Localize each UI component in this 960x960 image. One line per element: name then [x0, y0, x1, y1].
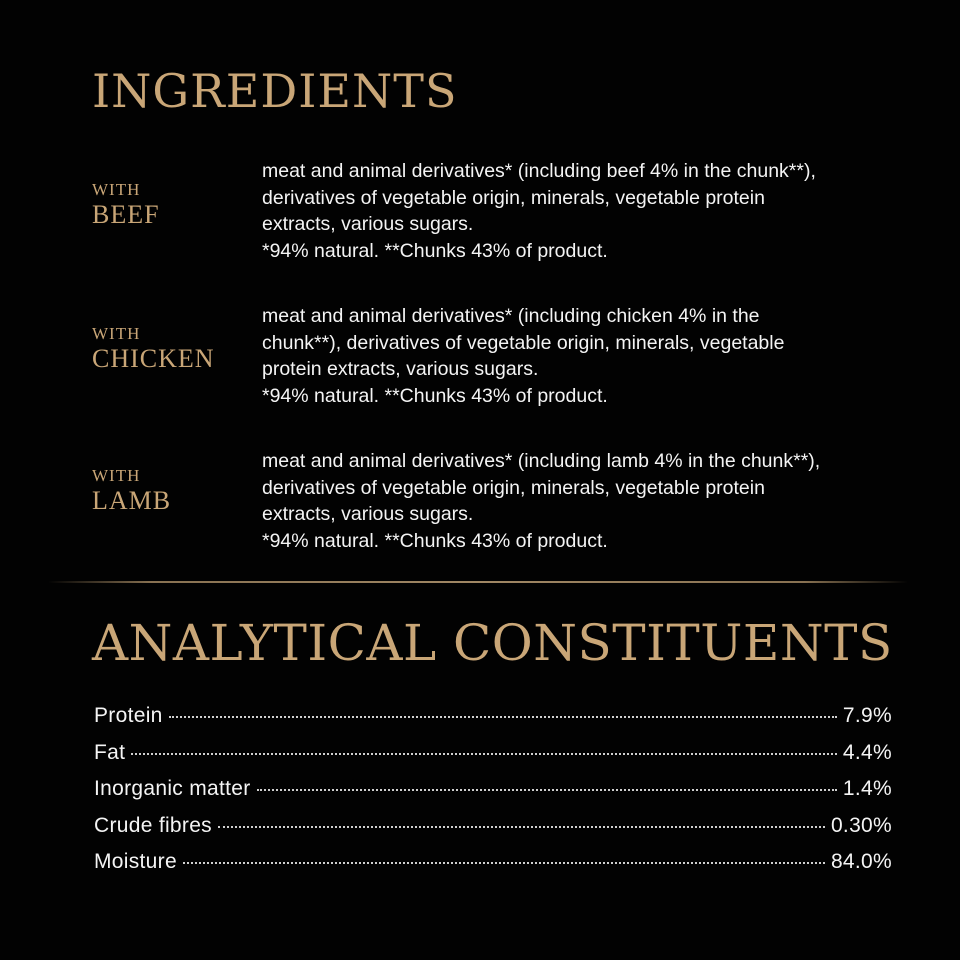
- ingredient-line: derivatives of vegetable origin, minerals, vegetable protein: [262, 186, 765, 209]
- constituent-row-fat: [94, 739, 892, 776]
- variant-with-label: WITH: [92, 180, 141, 199]
- constituent-row-crude-fibres: [94, 812, 892, 849]
- variant-label: [92, 466, 171, 516]
- constituent-value: 7.9%: [842, 704, 892, 727]
- variant-name-lamb: LAMB: [92, 486, 172, 515]
- constituent-row-moisture: [94, 848, 892, 885]
- dot-leader: [257, 789, 837, 791]
- constituent-label: Crude fibres: [94, 813, 212, 837]
- section-divider: [48, 581, 908, 583]
- constituent-value: 0.30%: [830, 813, 892, 837]
- constituents-list: [94, 702, 892, 885]
- variant-label: [92, 324, 215, 374]
- constituent-value: 84.0%: [830, 850, 892, 873]
- constituent-value: 1.4%: [842, 777, 892, 800]
- variant-with-label: WITH: [92, 324, 141, 343]
- ingredient-line: extracts, various sugars.: [262, 503, 474, 525]
- analytical-constituents-heading: ANALYTICAL CONSTITUENTS: [92, 614, 893, 672]
- dot-leader: [169, 716, 837, 718]
- ingredient-line: protein extracts, various sugars.: [262, 358, 539, 380]
- ingredient-line: meat and animal derivatives* (including chicken 4% in the: [262, 305, 760, 327]
- constituent-value: 4.4%: [842, 740, 892, 764]
- variant-name-chicken: CHICKEN: [92, 344, 215, 373]
- variant-name-beef: BEEF: [92, 200, 160, 229]
- constituent-label: Protein: [94, 704, 163, 727]
- ingredient-line: extracts, various sugars.: [262, 213, 474, 235]
- dot-leader: [183, 862, 825, 864]
- constituent-label: Inorganic matter: [94, 777, 251, 800]
- variant-ingredients-text: [262, 303, 922, 409]
- ingredients-heading: INGREDIENTS: [92, 64, 458, 118]
- ingredient-footnote: *94% natural. **Chunks 43% of product.: [262, 239, 608, 262]
- constituent-label: Fat: [94, 740, 126, 764]
- constituent-row-protein: [94, 702, 892, 739]
- constituent-row-inorganic-matter: [94, 775, 892, 812]
- ingredient-footnote: *94% natural. **Chunks 43% of product.: [262, 529, 608, 552]
- ingredient-line: meat and animal derivatives* (including lamb 4% in the chunk**),: [262, 450, 821, 472]
- variant-label: [92, 180, 160, 230]
- ingredient-line: derivatives of vegetable origin, minerals, vegetable protein: [262, 476, 765, 499]
- variant-ingredients-text: [262, 448, 922, 554]
- constituent-label: Moisture: [94, 850, 177, 873]
- ingredient-line: chunk**), derivatives of vegetable origin, minerals, vegetable: [262, 331, 785, 354]
- ingredient-footnote: *94% natural. **Chunks 43% of product.: [262, 384, 608, 407]
- variant-with-label: WITH: [92, 466, 141, 485]
- variant-ingredients-text: [262, 158, 922, 264]
- dot-leader: [131, 753, 837, 755]
- dot-leader: [218, 826, 825, 828]
- ingredient-line: meat and animal derivatives* (including beef 4% in the chunk**),: [262, 160, 816, 182]
